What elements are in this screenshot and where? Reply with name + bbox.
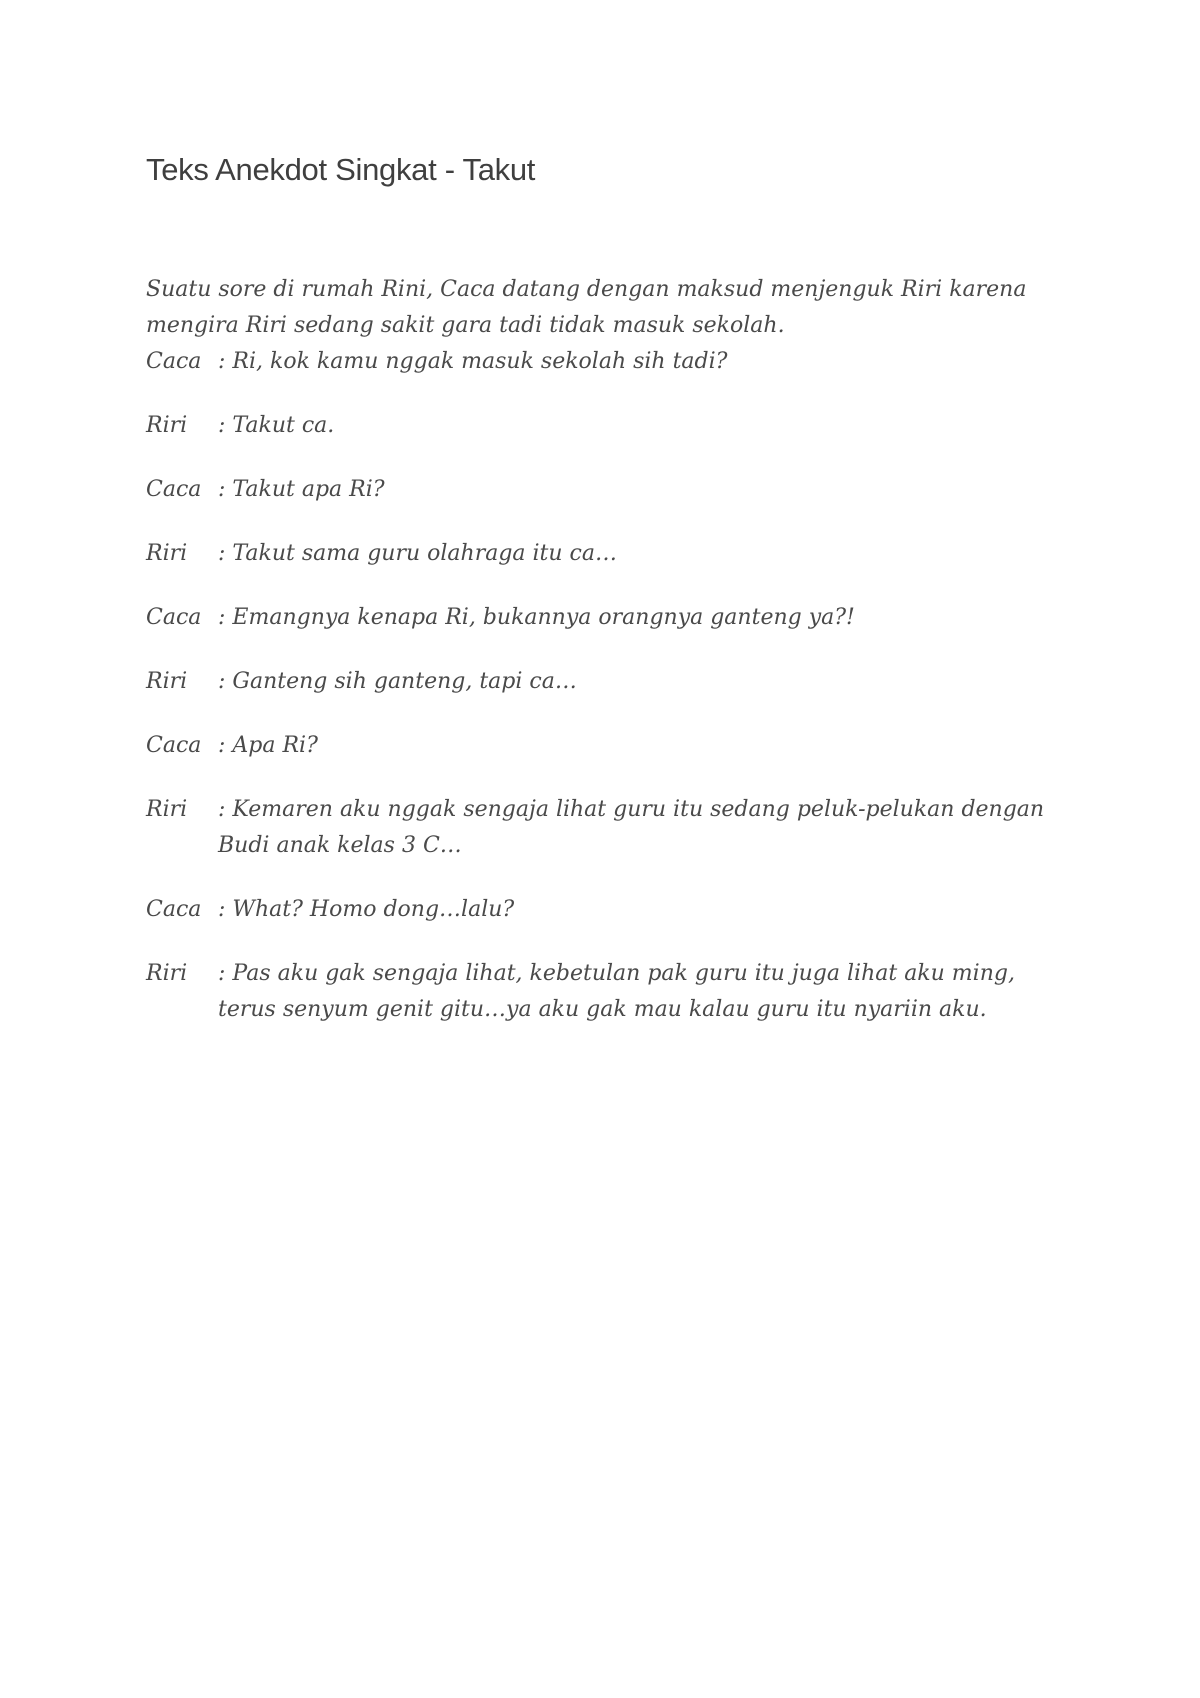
dialogue-text: : Kemaren aku nggak sengaja lihat guru itu sedang peluk-pelukan dengan Budi anak kelas 3 C…	[218, 797, 1045, 858]
dialogue-line	[146, 728, 1076, 764]
dialogue-text: : Pas aku gak sengaja lihat, kebetulan pak guru itu juga lihat aku ming, terus senyum genit gitu…ya aku gak mau kalau guru itu nyariin aku.	[218, 961, 1015, 1022]
dialogue-text: : Takut apa Ri?	[218, 477, 385, 502]
document-title: Teks Anekdot Singkat - Takut	[146, 152, 536, 187]
dialogue-line	[146, 600, 1076, 636]
speaker-name: Caca	[146, 349, 202, 374]
speaker-name: Riri	[146, 413, 188, 438]
dialogue-line	[146, 472, 1076, 508]
speaker-name: Riri	[146, 797, 188, 822]
dialogue-text: : Ri, kok kamu nggak masuk sekolah sih tadi?	[218, 349, 728, 374]
dialogue-text: : Takut ca.	[218, 413, 335, 438]
dialogue-line	[146, 408, 1076, 444]
dialogue-line	[146, 792, 1076, 864]
dialogue-line	[146, 956, 1076, 1028]
dialogue-line	[146, 664, 1076, 700]
intro-paragraph: Suatu sore di rumah Rini, Caca datang dengan maksud menjenguk Riri karena mengira Riri sedang sakit gara tadi tidak masuk sekolah.	[146, 277, 1027, 338]
speaker-name: Caca	[146, 477, 202, 502]
dialogue-list	[146, 344, 1076, 1028]
dialogue-text: : Apa Ri?	[218, 733, 318, 758]
speaker-name: Caca	[146, 897, 202, 922]
dialogue-line	[146, 536, 1076, 572]
dialogue-text: : Takut sama guru olahraga itu ca…	[218, 541, 617, 566]
speaker-name: Riri	[146, 961, 188, 986]
dialogue-text: : Ganteng sih ganteng, tapi ca…	[218, 669, 577, 694]
dialogue-line	[146, 344, 1076, 380]
speaker-name: Caca	[146, 605, 202, 630]
document-body	[146, 272, 1076, 1056]
speaker-name: Riri	[146, 541, 188, 566]
speaker-name: Riri	[146, 669, 188, 694]
dialogue-text: : What? Homo dong…lalu?	[218, 897, 515, 922]
speaker-name: Caca	[146, 733, 202, 758]
dialogue-text: : Emangnya kenapa Ri, bukannya orangnya ganteng ya?!	[218, 605, 855, 630]
dialogue-line	[146, 892, 1076, 928]
